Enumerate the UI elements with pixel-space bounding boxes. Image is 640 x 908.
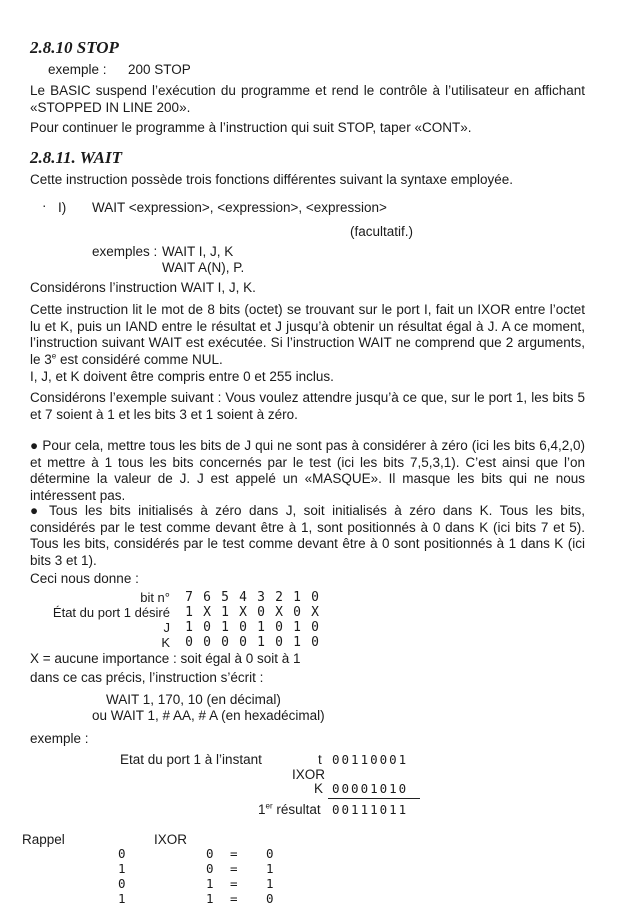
truth-cell: 0 — [118, 846, 126, 861]
explain-paragraph: Cette instruction lit le mot de 8 bits (octet) se trouvant sur le port I, fait un IXOR entre l’octet lu et K, puis un IAND entre le résultat et J jusqu’à obtenir un résultat égal à J. A ce moment, l’instruction suivant WAIT est exécutée. Si l’instruction WAIT ne comprend que 2 arguments, le 3e est considéré comme NUL. — [30, 302, 585, 367]
bit-cell: 0 — [185, 635, 193, 650]
result-bits: 00111011 — [332, 802, 409, 817]
bit-cell: 4 — [239, 590, 247, 605]
bit-cell: 0 — [311, 590, 319, 605]
x-note: X = aucune importance : soit égal à 0 soit à 1 — [30, 651, 301, 666]
truth-cell: = — [230, 876, 238, 891]
bit-cell: 1 — [257, 620, 265, 635]
bit-cell: X — [203, 605, 211, 620]
wait-intro: Cette instruction possède trois fonctions différentes suivant la syntaxe employée. — [30, 172, 514, 187]
truth-cell: 0 — [118, 876, 126, 891]
k-label: K — [314, 781, 324, 796]
bit-table-row — [30, 635, 324, 650]
state-bits: 00110001 — [332, 752, 409, 767]
examples-label: exemples : — [92, 244, 158, 259]
result-label: 1er résultat — [258, 801, 321, 817]
bit-row-label: État du port 1 désiré — [52, 605, 170, 620]
example-code: 200 STOP — [128, 62, 191, 77]
bit-cell: 0 — [203, 635, 211, 650]
optional-note: (facultatif.) — [350, 224, 414, 239]
bit-cell: 7 — [185, 590, 193, 605]
bit-table-row — [30, 620, 324, 635]
bit-cell: X — [311, 605, 319, 620]
truth-table-row — [118, 876, 286, 891]
bit-cell: 0 — [311, 620, 319, 635]
bit-table-row — [30, 590, 324, 605]
bit-cell: X — [239, 605, 247, 620]
truth-cell: = — [230, 846, 238, 861]
bit-cell: 1 — [185, 605, 193, 620]
section-title-wait: 2.8.11. WAIT — [30, 148, 122, 167]
xor-truth-table — [118, 846, 286, 906]
rappel-ixor: IXOR — [154, 832, 188, 847]
code-decimal: WAIT 1, 170, 10 (en décimal) — [106, 692, 281, 707]
exemple-label: exemple : — [30, 731, 89, 746]
truth-cell: 1 — [266, 861, 274, 876]
wait-syntax: WAIT <expression>, <expression>, <expression> — [92, 200, 387, 215]
case-intro: dans ce cas précis, l’instruction s’écrit : — [30, 670, 264, 685]
bit-cell: 0 — [203, 620, 211, 635]
bit-cell: 2 — [275, 590, 283, 605]
truth-cell: 0 — [266, 891, 274, 906]
range-line: I, J, et K doivent être compris entre 0 et 255 inclus. — [30, 369, 334, 384]
truth-table-row — [118, 861, 286, 876]
bit-cell: 0 — [311, 635, 319, 650]
example-1: WAIT I, J, K — [162, 244, 234, 259]
bit-cell: 1 — [293, 635, 301, 650]
bit-table — [30, 590, 324, 650]
truth-cell: 0 — [206, 861, 214, 876]
bit-cell: 6 — [203, 590, 211, 605]
item-number: I) — [58, 200, 67, 215]
bit-cell: 1 — [221, 605, 229, 620]
item-bullet: · — [42, 198, 47, 213]
bit-cell: 0 — [221, 635, 229, 650]
sum-rule — [328, 798, 420, 799]
ceci-line: Ceci nous donne : — [30, 571, 139, 586]
bit-table-row — [30, 605, 324, 620]
ixor-label: IXOR — [292, 767, 326, 782]
example-2: WAIT A(N), P. — [162, 260, 245, 275]
truth-cell: = — [230, 861, 238, 876]
k-bits: 00001010 — [332, 781, 409, 796]
bit-cell: 0 — [275, 635, 283, 650]
truth-table-row — [118, 846, 286, 861]
bit-cell: 3 — [257, 590, 265, 605]
truth-cell: 0 — [206, 846, 214, 861]
bit-row-label: bit n° — [140, 590, 170, 605]
bit-cell: 5 — [221, 590, 229, 605]
consider-line: Considérons l’instruction WAIT I, J, K. — [30, 280, 256, 295]
bit-cell: 0 — [257, 605, 265, 620]
bit-cell: 1 — [185, 620, 193, 635]
bullet-paragraph-1: ● Pour cela, mettre tous les bits de J qui ne sont pas à considérer à zéro (ici les bits 6,4,2,0) et mettre à 1 tous les bits concernés par le test (ici les bits 7,5,3,1). C’est ainsi que l’on détermine la valeur de J. J est appelé un «MASQUE». Il masque les bits qui ne nous intéressent pas. — [30, 438, 585, 503]
bit-row-label: K — [161, 635, 170, 650]
bit-cell: 1 — [257, 635, 265, 650]
bit-cell: 1 — [293, 620, 301, 635]
truth-table-row — [118, 891, 286, 906]
truth-cell: 1 — [206, 876, 214, 891]
bit-cell: 0 — [293, 605, 301, 620]
bit-cell: 1 — [293, 590, 301, 605]
truth-cell: 0 — [266, 846, 274, 861]
stop-paragraph-2: Pour continuer le programme à l’instruction qui suit STOP, taper «CONT». — [30, 120, 472, 135]
truth-cell: 1 — [118, 891, 126, 906]
truth-cell: = — [230, 891, 238, 906]
bullet-paragraph-2: ● Tous les bits initialisés à zéro dans J, soit initialisés à zéro dans K. Tous les bits, considérés par le test comme devant être à 1, sont positionnés à 0 dans K (ici bits 7 et 5). Tous les bits, considérés par le test comme devant être à 0 sont positionnés à 1 dans K (ici bits 3 et 1). — [30, 503, 585, 568]
truth-cell: 1 — [266, 876, 274, 891]
truth-cell: 1 — [118, 861, 126, 876]
stop-paragraph-1: Le BASIC suspend l’exécution du programme et rend le contrôle à l’utilisateur en affichant «STOPPED IN LINE 200». — [30, 83, 585, 115]
rappel-label: Rappel — [22, 832, 65, 847]
code-hex: ou WAIT 1, # AA, # A (en hexadécimal) — [92, 708, 325, 723]
bit-cell: 1 — [221, 620, 229, 635]
bit-cell: 0 — [275, 620, 283, 635]
bit-cell: 0 — [239, 635, 247, 650]
truth-cell: 1 — [206, 891, 214, 906]
bit-cell: X — [275, 605, 283, 620]
state-t: t — [318, 752, 322, 767]
example-label: exemple : — [48, 62, 107, 77]
state-label: Etat du port 1 à l’instant — [120, 752, 262, 767]
example-intro: Considérons l’exemple suivant : Vous voulez attendre jusqu’à ce que, sur le port 1, les bits 5 et 7 soient à 1 et les bits 3 et 1 soient à zéro. — [30, 390, 585, 422]
bit-row-label: J — [163, 620, 170, 635]
section-title-stop: 2.8.10 STOP — [30, 38, 119, 57]
bit-cell: 0 — [239, 620, 247, 635]
